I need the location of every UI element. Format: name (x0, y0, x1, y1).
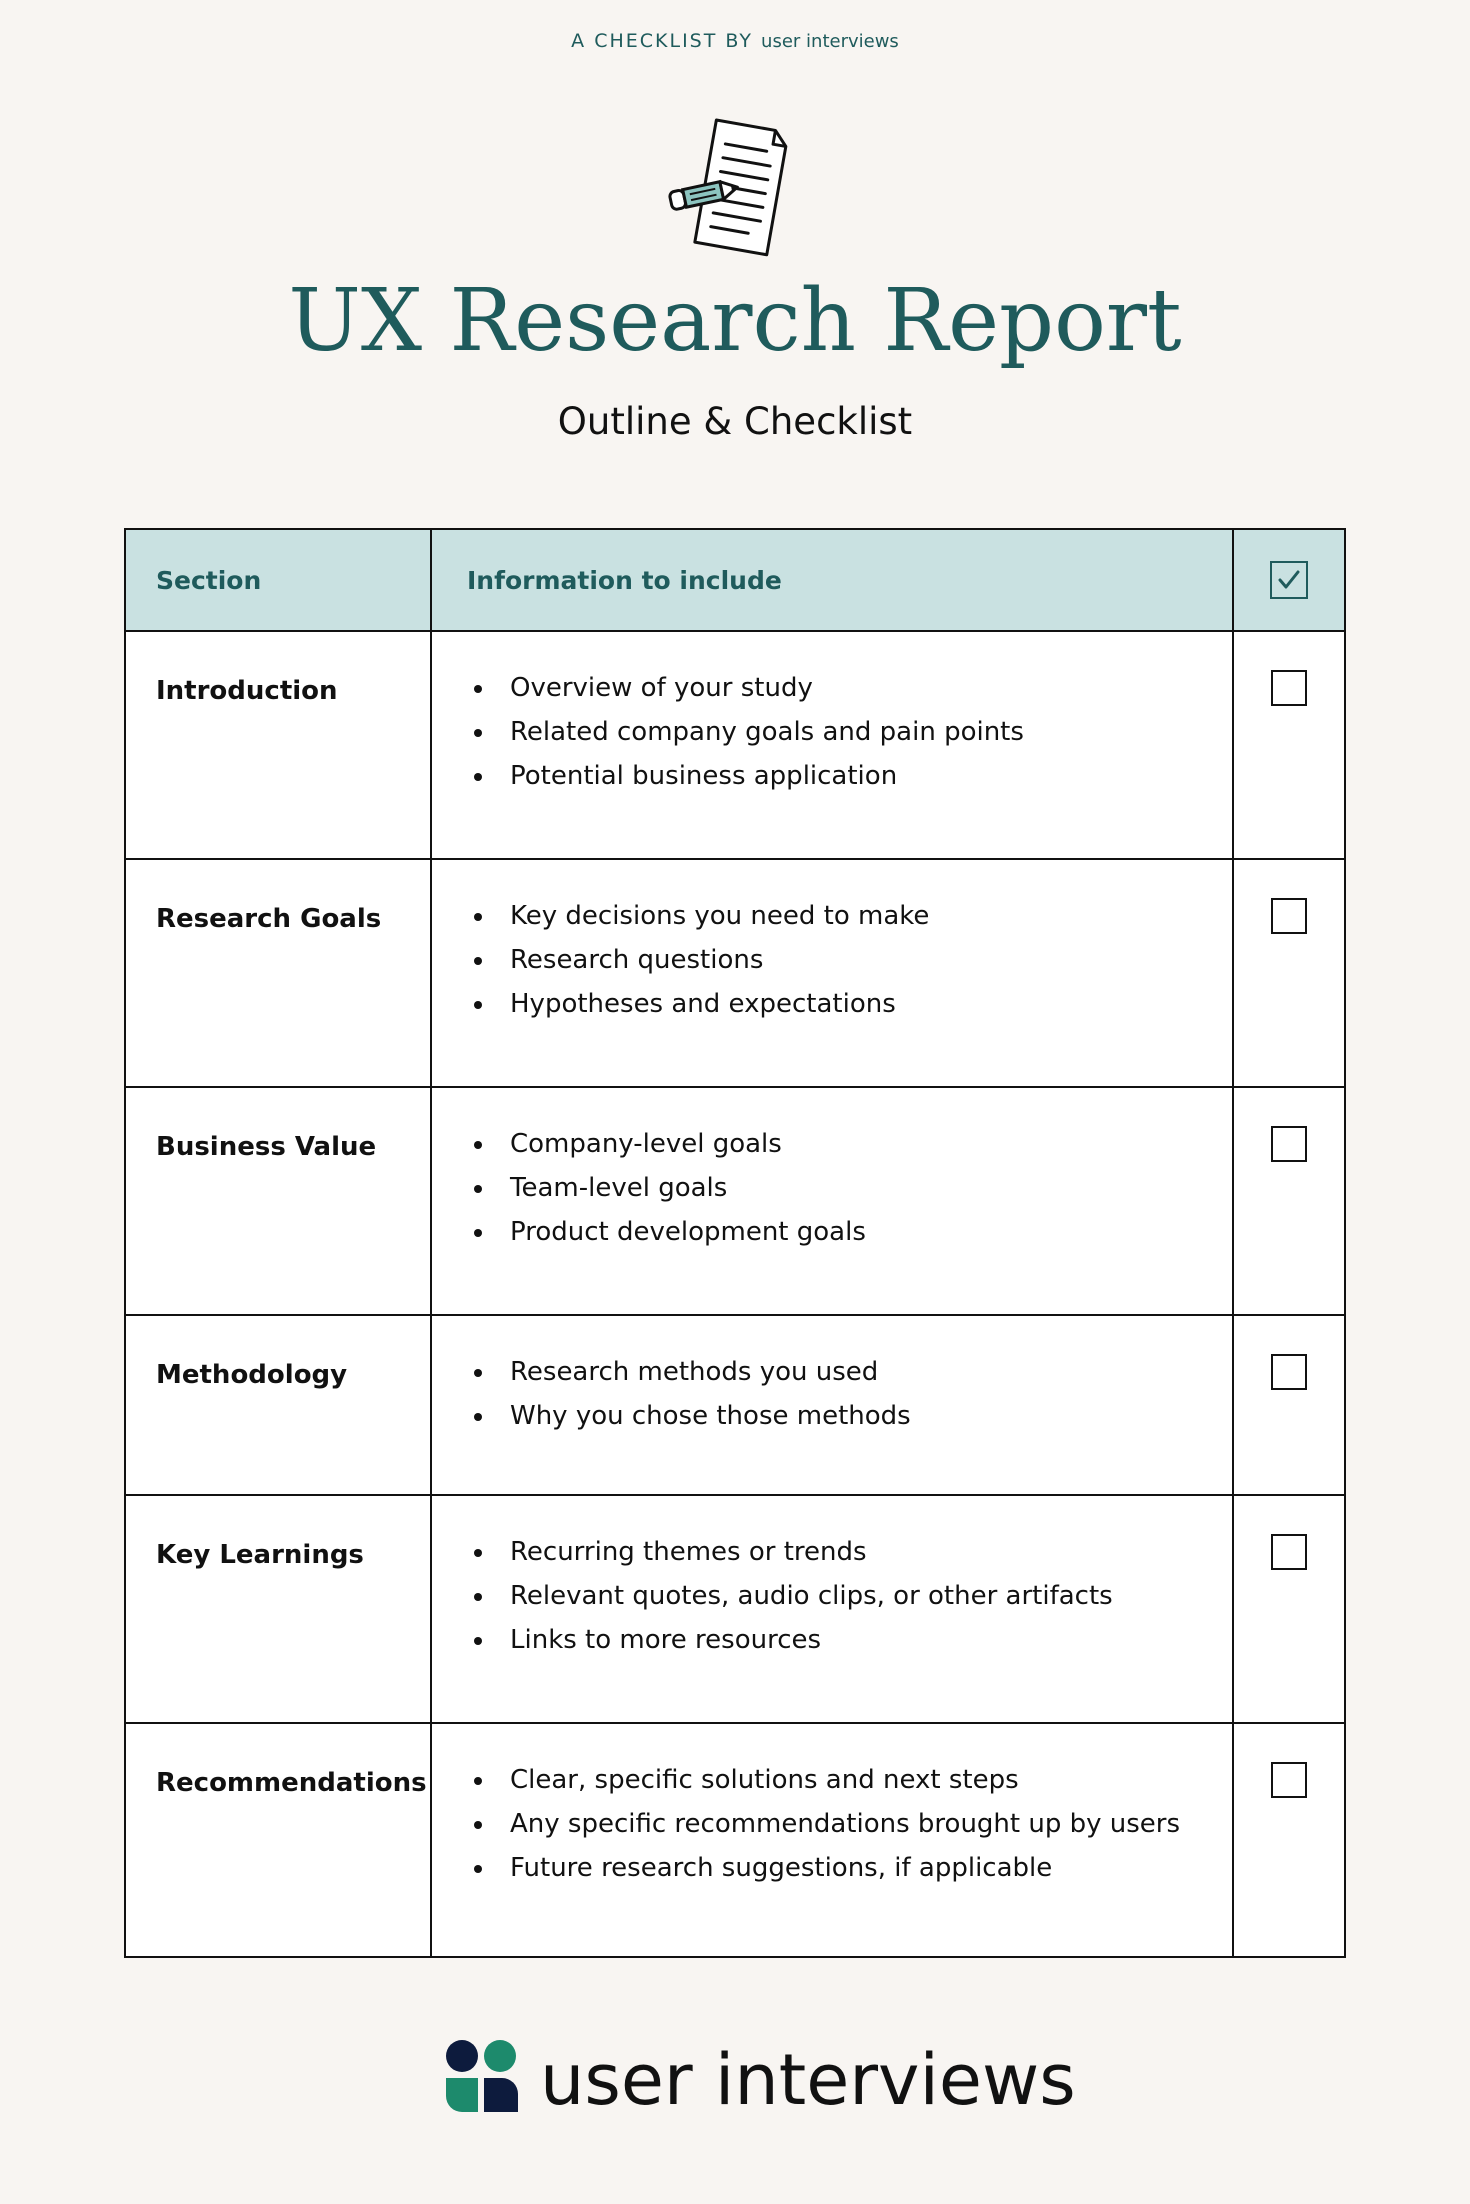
list-item: • Research methods you used (496, 1350, 1232, 1394)
checkbox[interactable] (1271, 898, 1307, 934)
list-item: • Future research suggestions, if applicable (496, 1846, 1232, 1890)
info-list-cell (431, 1087, 1233, 1315)
list-item: • Any specific recommendations brought up by users (496, 1802, 1232, 1846)
info-list-cell (431, 1315, 1233, 1495)
section-name: Research Goals (125, 859, 431, 1087)
header-section: Section (125, 529, 431, 631)
checkbox[interactable] (1271, 1762, 1307, 1798)
info-list (472, 894, 1232, 1026)
list-item: • Research questions (496, 938, 1232, 982)
header-info: Information to include (431, 529, 1233, 631)
list-item: • Product development goals (496, 1210, 1232, 1254)
user-interviews-logo-icon (444, 2038, 524, 2118)
section-name: Methodology (125, 1315, 431, 1495)
table-row (125, 631, 1345, 859)
info-list (472, 1350, 1232, 1438)
footer-wordmark: user interviews (540, 2039, 1076, 2121)
info-list (472, 666, 1232, 798)
list-item: • Team-level goals (496, 1166, 1232, 1210)
checklist-table (124, 528, 1346, 1958)
section-name: Recommendations (125, 1723, 431, 1957)
table-row (125, 1495, 1345, 1723)
list-item: • Overview of your study (496, 666, 1232, 710)
section-name: Introduction (125, 631, 431, 859)
check-cell (1233, 631, 1345, 859)
check-cell (1233, 1087, 1345, 1315)
checked-box-icon (1270, 561, 1308, 599)
section-name: Business Value (125, 1087, 431, 1315)
list-item: • Hypotheses and expectations (496, 982, 1232, 1026)
document-pencil-icon (660, 118, 800, 263)
list-item: • Why you chose those methods (496, 1394, 1232, 1438)
info-list (472, 1530, 1232, 1662)
table-header-row (125, 529, 1345, 631)
check-cell (1233, 1315, 1345, 1495)
table-row (125, 859, 1345, 1087)
check-cell (1233, 1723, 1345, 1957)
info-list-cell (431, 1723, 1233, 1957)
checkbox[interactable] (1271, 1534, 1307, 1570)
checkbox[interactable] (1271, 1354, 1307, 1390)
list-item: • Recurring themes or trends (496, 1530, 1232, 1574)
list-item: • Relevant quotes, audio clips, or other artifacts (496, 1574, 1232, 1618)
list-item: • Links to more resources (496, 1618, 1232, 1662)
list-item: • Key decisions you need to make (496, 894, 1232, 938)
checkbox[interactable] (1271, 670, 1307, 706)
eyebrow-prefix: A CHECKLIST BY (571, 30, 753, 52)
list-item: • Potential business application (496, 754, 1232, 798)
list-item: • Clear, specific solutions and next steps (496, 1758, 1232, 1802)
info-list-cell (431, 859, 1233, 1087)
page-subtitle: Outline & Checklist (557, 400, 913, 443)
list-item: • Related company goals and pain points (496, 710, 1232, 754)
list-item: • Company-level goals (496, 1122, 1232, 1166)
table-row (125, 1723, 1345, 1957)
table-row (125, 1315, 1345, 1495)
header-check (1233, 529, 1345, 631)
info-list-cell (431, 631, 1233, 859)
section-name: Key Learnings (125, 1495, 431, 1723)
checkbox[interactable] (1271, 1126, 1307, 1162)
table-row (125, 1087, 1345, 1315)
eyebrow (0, 30, 1470, 52)
info-list-cell (431, 1495, 1233, 1723)
check-cell (1233, 859, 1345, 1087)
info-list (472, 1122, 1232, 1254)
page-title: UX Research Report (288, 271, 1182, 371)
info-list (472, 1758, 1232, 1890)
eyebrow-brand: user interviews (761, 31, 899, 52)
check-cell (1233, 1495, 1345, 1723)
